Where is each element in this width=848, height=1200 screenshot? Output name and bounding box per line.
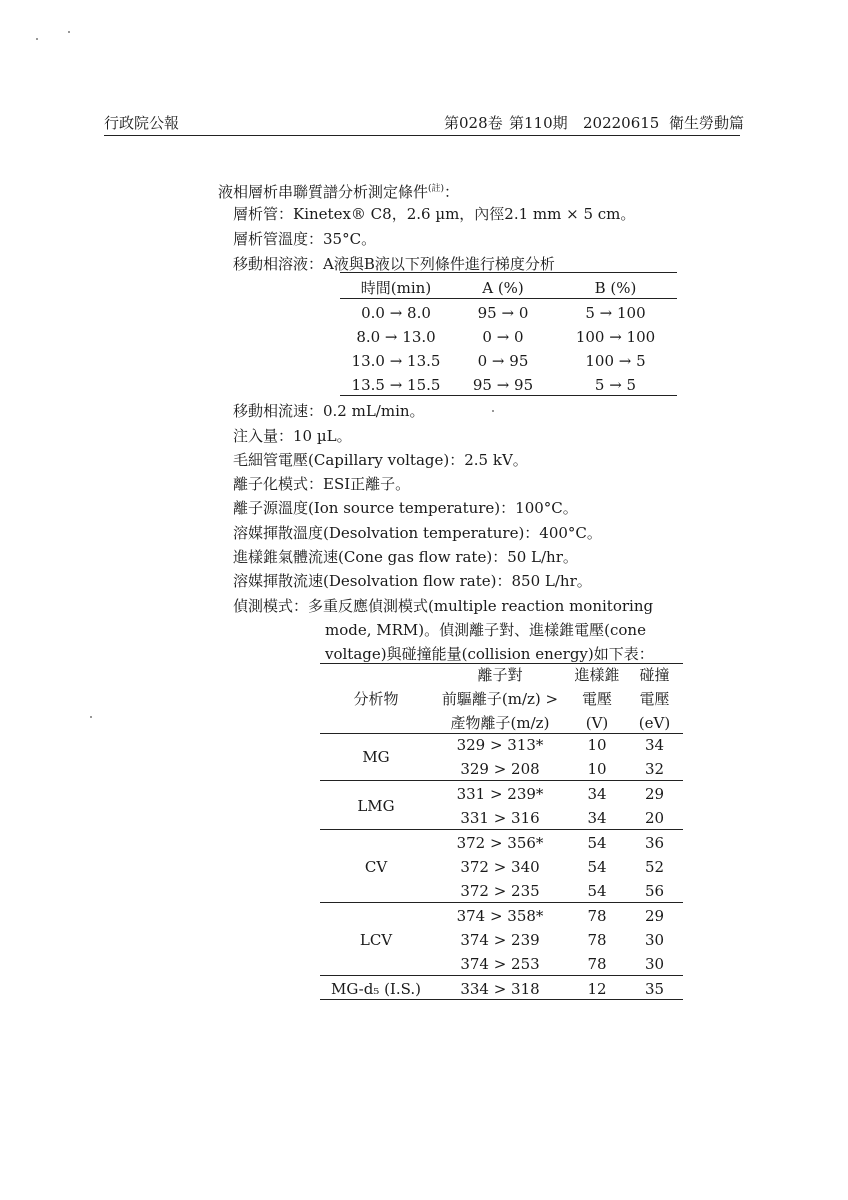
mrm-cone-voltage: 78 bbox=[587, 931, 607, 949]
mrm-ion-pair: 334 > 318 bbox=[460, 980, 540, 998]
gradient-cell: 100 → 5 bbox=[585, 352, 646, 370]
mrm-header-collision-energy: 電壓 bbox=[639, 690, 670, 708]
condition-detection-line3: voltage)與碰撞能量(collision energy)如下表： bbox=[325, 645, 654, 663]
mrm-header-cone-voltage: 電壓 bbox=[581, 690, 612, 708]
scan-speck bbox=[36, 38, 38, 40]
scan-speck bbox=[68, 31, 70, 33]
header-publication: 行政院公報 bbox=[104, 114, 180, 132]
mrm-ion-pair: 374 > 239 bbox=[460, 931, 540, 949]
mrm-cone-voltage: 10 bbox=[587, 736, 607, 754]
header-volume: 第028卷 bbox=[444, 114, 503, 132]
mrm-analyte-internal-standard: MG-d₅ (I.S.) bbox=[331, 980, 421, 998]
mrm-collision-energy: 35 bbox=[644, 980, 665, 998]
gradient-cell: 0.0 → 8.0 bbox=[361, 304, 431, 322]
condition-injection: 注入量：10 µL。 bbox=[233, 427, 352, 445]
mrm-header-cone-voltage: 進樣錐 bbox=[574, 666, 620, 684]
gradient-cell: 0 → 0 bbox=[482, 328, 524, 346]
mrm-collision-energy: 20 bbox=[644, 809, 665, 827]
gradient-header-b: B (%) bbox=[594, 279, 637, 297]
mrm-ion-pair: 329 > 313* bbox=[456, 736, 544, 754]
mrm-ion-pair: 331 > 239* bbox=[456, 785, 544, 803]
scan-speck bbox=[90, 716, 92, 718]
mrm-analyte-cv: CV bbox=[364, 858, 388, 876]
mrm-cone-voltage: 78 bbox=[587, 907, 607, 925]
gradient-table-bottom-rule bbox=[340, 395, 677, 396]
mrm-collision-energy: 32 bbox=[644, 760, 665, 778]
condition-desolv-temp: 溶媒揮散溫度(Desolvation temperature)：400°C。 bbox=[233, 524, 602, 542]
mrm-ion-pair: 329 > 208 bbox=[460, 760, 540, 778]
mrm-header-product: 產物離子(m/z) bbox=[450, 714, 550, 732]
condition-desolv-flow: 溶媒揮散流速(Desolvation flow rate)：850 L/hr。 bbox=[233, 572, 592, 590]
mrm-collision-energy: 29 bbox=[644, 907, 665, 925]
header-date: 20220615 bbox=[583, 114, 660, 132]
mrm-table-bottom-rule bbox=[320, 999, 683, 1000]
mrm-cone-voltage: 54 bbox=[587, 834, 607, 852]
gradient-cell: 13.5 → 15.5 bbox=[351, 376, 441, 394]
gradient-table-header-rule bbox=[340, 298, 677, 299]
gradient-cell: 100 → 100 bbox=[575, 328, 656, 346]
header-issue: 第110期 bbox=[509, 114, 568, 132]
mrm-collision-energy: 56 bbox=[644, 882, 665, 900]
condition-cone-gas: 進樣錐氣體流速(Cone gas flow rate)：50 L/hr。 bbox=[233, 548, 578, 566]
mrm-analyte-lmg: LMG bbox=[357, 797, 395, 815]
gradient-cell: 5 → 5 bbox=[594, 376, 637, 394]
gradient-cell: 0 → 95 bbox=[477, 352, 529, 370]
mrm-cone-voltage: 34 bbox=[587, 809, 607, 827]
mrm-group-rule bbox=[320, 829, 683, 830]
mrm-header-analyte: 分析物 bbox=[353, 690, 399, 708]
condition-mobile-phase: 移動相溶液：A液與B液以下列條件進行梯度分析 bbox=[233, 255, 555, 273]
condition-flow-rate: 移動相流速：0.2 mL/min。 bbox=[233, 402, 425, 420]
mrm-cone-voltage: 34 bbox=[587, 785, 607, 803]
gradient-cell: 95 → 95 bbox=[472, 376, 534, 394]
mrm-analyte-lcv: LCV bbox=[359, 931, 393, 949]
condition-capillary: 毛細管電壓(Capillary voltage)：2.5 kV。 bbox=[233, 451, 528, 469]
mrm-table-header-rule bbox=[320, 733, 683, 734]
mrm-header-cone-voltage-unit: (V) bbox=[585, 714, 609, 732]
mrm-header-precursor: 前驅離子(m/z) > bbox=[441, 690, 559, 708]
gradient-header-time: 時間(min) bbox=[360, 279, 432, 297]
mrm-header-collision-energy-unit: (eV) bbox=[638, 714, 671, 732]
mrm-collision-energy: 30 bbox=[644, 955, 665, 973]
condition-column-temp: 層析管溫度：35°C。 bbox=[233, 230, 377, 248]
mrm-collision-energy: 29 bbox=[644, 785, 665, 803]
section-title bbox=[218, 180, 459, 201]
gradient-cell: 8.0 → 13.0 bbox=[356, 328, 436, 346]
gradient-table-top-rule bbox=[340, 272, 677, 273]
mrm-ion-pair: 372 > 356* bbox=[456, 834, 544, 852]
mrm-group-rule bbox=[320, 975, 683, 976]
mrm-collision-energy: 36 bbox=[644, 834, 665, 852]
gradient-cell: 95 → 0 bbox=[477, 304, 529, 322]
condition-column: 層析管：Kinetex® C8，2.6 µm，內徑2.1 mm × 5 cm。 bbox=[233, 205, 636, 223]
mrm-cone-voltage: 54 bbox=[587, 882, 607, 900]
gradient-cell: 5 → 100 bbox=[585, 304, 646, 322]
condition-ionization: 離子化模式：ESI正離子。 bbox=[233, 475, 411, 493]
section-footnote-mark: (註) bbox=[428, 184, 445, 194]
mrm-group-rule bbox=[320, 780, 683, 781]
mrm-cone-voltage: 10 bbox=[587, 760, 607, 778]
scan-speck bbox=[492, 410, 494, 412]
condition-source-temp: 離子源溫度(Ion source temperature)：100°C。 bbox=[233, 499, 578, 517]
condition-detection-line1: 偵測模式：多重反應偵測模式(multiple reaction monitoring bbox=[233, 597, 654, 615]
mrm-ion-pair: 374 > 358* bbox=[456, 907, 544, 925]
mrm-ion-pair: 374 > 253 bbox=[460, 955, 540, 973]
gradient-cell: 13.0 → 13.5 bbox=[351, 352, 441, 370]
mrm-collision-energy: 30 bbox=[644, 931, 665, 949]
header-section: 衛生勞動篇 bbox=[669, 114, 745, 132]
gradient-header-a: A (%) bbox=[482, 279, 524, 297]
mrm-group-rule bbox=[320, 902, 683, 903]
mrm-cone-voltage: 12 bbox=[587, 980, 607, 998]
mrm-header-collision-energy: 碰撞 bbox=[639, 666, 670, 684]
condition-detection-line2: mode, MRM)。偵測離子對、進樣錐電壓(cone bbox=[325, 621, 646, 639]
mrm-collision-energy: 52 bbox=[644, 858, 665, 876]
header-rule bbox=[104, 135, 740, 136]
mrm-cone-voltage: 78 bbox=[587, 955, 607, 973]
mrm-header-ion-pair: 離子對 bbox=[477, 666, 523, 684]
section-title-text: 液相層析串聯質譜分析測定條件 bbox=[218, 183, 429, 201]
mrm-ion-pair: 331 > 316 bbox=[460, 809, 540, 827]
mrm-table-top-rule bbox=[320, 663, 683, 664]
mrm-cone-voltage: 54 bbox=[587, 858, 607, 876]
section-title-colon: ： bbox=[444, 183, 460, 201]
mrm-ion-pair: 372 > 235 bbox=[460, 882, 540, 900]
mrm-collision-energy: 34 bbox=[644, 736, 665, 754]
mrm-ion-pair: 372 > 340 bbox=[460, 858, 540, 876]
mrm-analyte-mg: MG bbox=[362, 748, 390, 766]
